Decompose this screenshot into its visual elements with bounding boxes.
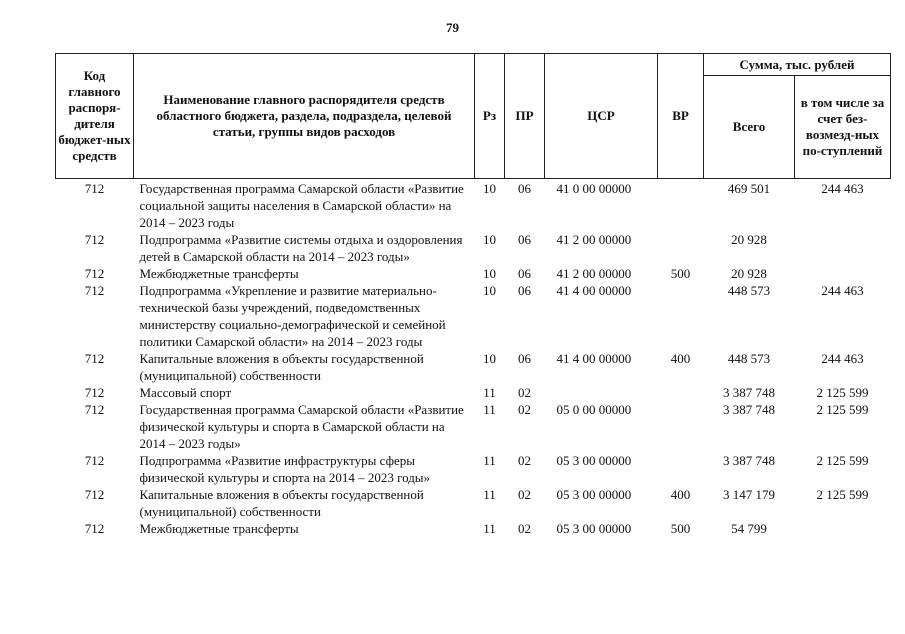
- cell-code: 712: [84, 181, 105, 196]
- cell-name: Государственная программа Самарской области «Развитие физической культуры и спорта в Самарской области на 2014 – 2023 годы»: [139, 402, 464, 451]
- cell-vr: [658, 282, 704, 350]
- cell-vr: 400: [670, 487, 691, 502]
- cell-pr: 06: [518, 181, 531, 196]
- table-row: [56, 265, 891, 282]
- cell-vr: [658, 401, 704, 452]
- cell-incl: 2 125 599: [816, 487, 869, 502]
- cell-pr: 02: [518, 385, 531, 400]
- cell-incl: 244 463: [821, 181, 864, 196]
- table-row: [56, 384, 891, 401]
- cell-code: 712: [84, 521, 105, 536]
- table-row: [56, 520, 891, 537]
- cell-vr: [658, 384, 704, 401]
- cell-total: 20 928: [731, 232, 767, 247]
- cell-rz: 11: [483, 385, 496, 400]
- cell-pr: 06: [518, 283, 531, 298]
- table-row: [56, 350, 891, 384]
- cell-name: Межбюджетные трансферты: [139, 266, 299, 281]
- cell-name: Подпрограмма «Развитие системы отдыха и оздоровления детей в Самарской области на 2014 – 2023 годы»: [139, 232, 463, 264]
- cell-vr: 500: [670, 521, 691, 536]
- cell-vr: 500: [670, 266, 691, 281]
- table-row: [56, 486, 891, 520]
- cell-code: 712: [84, 283, 105, 298]
- cell-total: 54 799: [731, 521, 767, 536]
- cell-pr: 02: [518, 402, 531, 417]
- cell-pr: 02: [518, 487, 531, 502]
- cell-incl: 2 125 599: [816, 385, 869, 400]
- cell-incl: [795, 231, 891, 265]
- cell-vr: 400: [670, 351, 691, 366]
- header-csr: ЦСР: [545, 54, 658, 179]
- page-number: 79: [446, 20, 459, 35]
- header-incl: в том числе за счет без-возмезд-ных по-ступлений: [795, 76, 891, 179]
- cell-csr: 41 4 00 00000: [556, 283, 632, 298]
- cell-name: Подпрограмма «Укрепление и развитие материально-технической базы учреждений, подведомственных министерству социально-демографической и семейной политики Самарской области» на 2014 – 2023 годы: [139, 283, 446, 349]
- cell-name: Капитальные вложения в объекты государственной (муниципальной) собственности: [139, 351, 424, 383]
- cell-pr: 06: [518, 266, 531, 281]
- cell-rz: 11: [483, 521, 496, 536]
- cell-pr: 02: [518, 521, 531, 536]
- cell-code: 712: [84, 487, 105, 502]
- cell-total: 448 573: [727, 283, 771, 298]
- cell-pr: 02: [518, 453, 531, 468]
- cell-rz: 10: [483, 283, 496, 298]
- cell-code: 712: [84, 385, 105, 400]
- cell-csr: 05 0 00 00000: [556, 402, 632, 417]
- cell-csr: 41 2 00 00000: [556, 232, 632, 247]
- cell-rz: 10: [483, 351, 496, 366]
- cell-vr: [658, 231, 704, 265]
- cell-total: 20 928: [731, 266, 767, 281]
- cell-pr: 06: [518, 351, 531, 366]
- cell-incl: [795, 520, 891, 537]
- header-pr: ПР: [505, 54, 545, 179]
- header-code: Код главного распоря-дителя бюджет-ных средств: [56, 54, 134, 179]
- cell-csr: 41 2 00 00000: [556, 266, 632, 281]
- cell-csr: 05 3 00 00000: [556, 521, 632, 536]
- cell-csr: 41 0 00 00000: [556, 181, 632, 196]
- cell-csr: [545, 384, 658, 401]
- cell-vr: [658, 452, 704, 486]
- cell-rz: 10: [483, 266, 496, 281]
- cell-incl: [795, 265, 891, 282]
- cell-name: Межбюджетные трансферты: [139, 521, 299, 536]
- cell-total: 469 501: [727, 181, 771, 196]
- cell-incl: 2 125 599: [816, 453, 869, 468]
- header-sum: Сумма, тыс. рублей: [704, 54, 891, 76]
- cell-total: 3 387 748: [723, 402, 775, 417]
- cell-rz: 11: [483, 487, 496, 502]
- table-row: [56, 282, 891, 350]
- cell-rz: 11: [483, 402, 496, 417]
- cell-code: 712: [84, 351, 105, 366]
- cell-incl: 244 463: [821, 351, 864, 366]
- cell-incl: 244 463: [821, 283, 864, 298]
- cell-code: 712: [84, 232, 105, 247]
- cell-total: 3 387 748: [723, 453, 775, 468]
- cell-code: 712: [84, 402, 105, 417]
- table-row: [56, 401, 891, 452]
- cell-rz: 10: [483, 232, 496, 247]
- header-vr: ВР: [658, 54, 704, 179]
- cell-csr: 05 3 00 00000: [556, 487, 632, 502]
- cell-rz: 10: [483, 181, 496, 196]
- header-rz: Рз: [475, 54, 505, 179]
- cell-code: 712: [84, 453, 105, 468]
- cell-total: 3 147 179: [723, 487, 775, 502]
- budget-table: [55, 53, 891, 537]
- cell-name: Подпрограмма «Развитие инфраструктуры сферы физической культуры и спорта на 2014 – 2023 годы»: [139, 453, 431, 485]
- cell-code: 712: [84, 266, 105, 281]
- table-row: [56, 452, 891, 486]
- cell-vr: [658, 179, 704, 232]
- cell-name: Государственная программа Самарской области «Развитие социальной защиты населения в Самарской области» на 2014 – 2023 годы: [139, 181, 464, 230]
- cell-incl: 2 125 599: [816, 402, 869, 417]
- header-name: Наименование главного распорядителя средств областного бюджета, раздела, подраздела, целевой статьи, группы видов расходов: [134, 54, 475, 179]
- cell-total: 448 573: [727, 351, 771, 366]
- cell-pr: 06: [518, 232, 531, 247]
- table-row: [56, 179, 891, 232]
- cell-total: 3 387 748: [723, 385, 775, 400]
- cell-csr: 41 4 00 00000: [556, 351, 632, 366]
- cell-rz: 11: [483, 453, 496, 468]
- header-total: Всего: [704, 76, 795, 179]
- table-row: [56, 231, 891, 265]
- cell-name: Капитальные вложения в объекты государственной (муниципальной) собственности: [139, 487, 424, 519]
- cell-name: Массовый спорт: [139, 385, 232, 400]
- cell-csr: 05 3 00 00000: [556, 453, 632, 468]
